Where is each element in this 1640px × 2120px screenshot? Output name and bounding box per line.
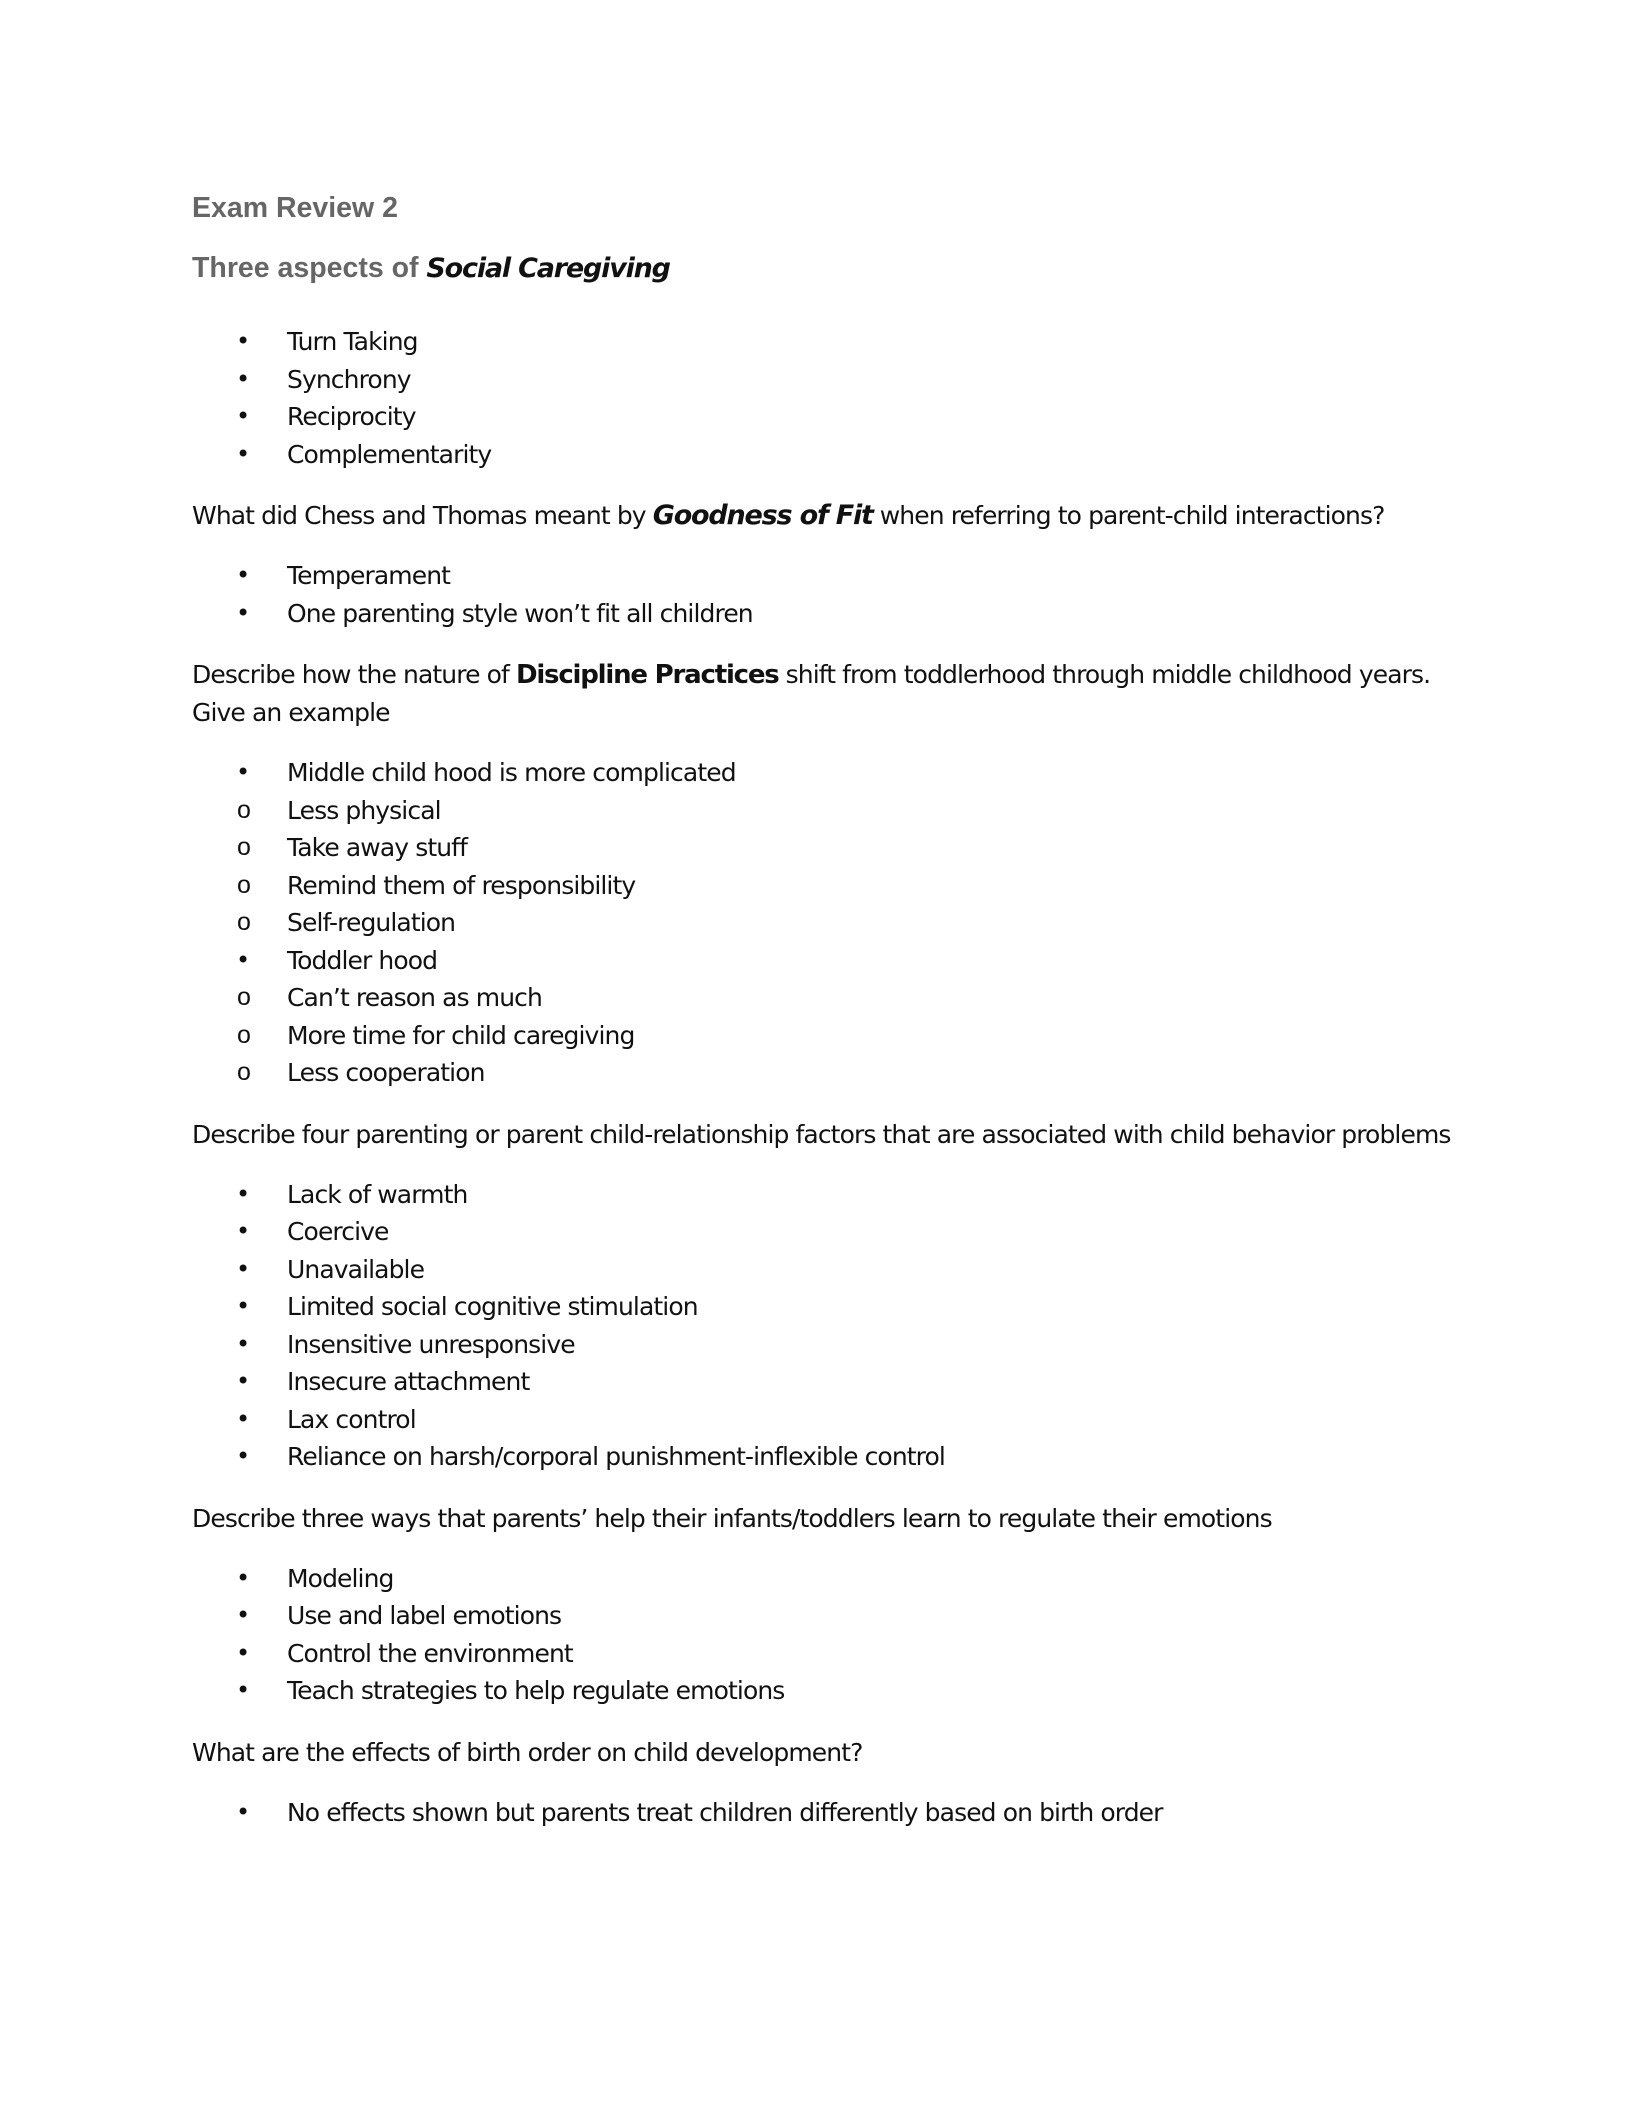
list-item <box>192 1251 1452 1289</box>
sub-bullet-icon: o <box>237 795 251 824</box>
question-emotion-regulation: Describe three ways that parents’ help their infants/toddlers learn to regulate their emotions <box>192 1503 1272 1533</box>
list-item-text: Modeling <box>287 1563 394 1593</box>
list-item-text: Insecure attachment <box>287 1367 530 1396</box>
bullet-icon: • <box>236 561 250 589</box>
bullet-icon: • <box>236 1367 250 1395</box>
document-title: Exam Review 2 <box>192 192 398 224</box>
sub-bullet-icon: o <box>237 908 251 936</box>
sub-list-item <box>192 792 1452 830</box>
list-item <box>192 754 1452 942</box>
bullet-icon: • <box>236 1179 250 1208</box>
bullet-icon: • <box>236 1676 250 1704</box>
list-item <box>192 323 1452 361</box>
sub-list-item <box>192 1054 1452 1092</box>
bullet-icon: • <box>236 439 250 468</box>
bullet-icon: • <box>236 1601 250 1629</box>
list-item <box>192 1401 1452 1439</box>
list-item <box>192 1288 1452 1326</box>
list-item-text: Lax control <box>287 1404 416 1434</box>
list-item-text: No effects shown but parents treat children differently based on birth order <box>287 1797 1163 1827</box>
bullet-icon: • <box>236 402 250 430</box>
list-item-text: Turn Taking <box>287 327 418 356</box>
list-item-text: Lack of warmth <box>287 1179 468 1209</box>
question-emphasis: Goodness of Fit <box>652 500 873 531</box>
sub-list-item-text: Can’t reason as much <box>287 983 542 1012</box>
sub-list-item-text: Take away stuff <box>287 833 467 862</box>
bullet-icon: • <box>236 1563 250 1592</box>
sub-list-item-text: Less cooperation <box>287 1058 485 1087</box>
list-item <box>192 1635 1452 1673</box>
section-heading-social-caregiving <box>192 248 1452 289</box>
sub-list <box>192 792 1452 942</box>
sub-list-item-text: Remind them of responsibility <box>287 870 636 900</box>
birth-order-list <box>192 1794 1452 1832</box>
sub-bullet-icon: o <box>237 870 251 899</box>
social-caregiving-list <box>192 323 1452 473</box>
discipline-practices-list <box>192 754 1452 1092</box>
sub-list-item <box>192 1017 1452 1055</box>
sub-list-item-text: Less physical <box>287 795 441 825</box>
heading-emphasis: Social Caregiving <box>426 253 670 284</box>
document-page <box>192 188 1452 1855</box>
list-item <box>192 361 1452 399</box>
sub-list <box>192 979 1452 1092</box>
list-item-text: Teach strategies to help regulate emotions <box>287 1676 785 1705</box>
list-item-text: Limited social cognitive stimulation <box>287 1292 698 1321</box>
emotion-regulation-list <box>192 1560 1452 1710</box>
bullet-icon: • <box>236 1254 250 1283</box>
question-goodness-of-fit <box>192 497 1452 535</box>
question-prefix: Describe how the nature of <box>192 660 516 689</box>
goodness-of-fit-list <box>192 557 1452 632</box>
bullet-icon: • <box>236 1292 250 1320</box>
list-item <box>192 1794 1452 1832</box>
list-item-text: Reliance on harsh/corporal punishment-inflexible control <box>287 1442 945 1471</box>
bullet-icon: • <box>236 364 250 393</box>
bullet-icon: • <box>236 1217 250 1245</box>
list-item <box>192 1560 1452 1598</box>
list-item-text: Insensitive unresponsive <box>287 1329 575 1359</box>
sub-list-item <box>192 904 1452 942</box>
sub-bullet-icon: o <box>237 1058 251 1086</box>
list-item-text: Use and label emotions <box>287 1601 562 1630</box>
behavior-problems-list <box>192 1176 1452 1476</box>
list-item-text: Coercive <box>287 1217 389 1246</box>
list-item-text: Reciprocity <box>287 402 416 431</box>
question-prefix: What did Chess and Thomas meant by <box>192 501 653 530</box>
sub-bullet-icon: o <box>237 833 251 861</box>
list-item-text: Complementarity <box>287 439 492 469</box>
question-birth-order: What are the effects of birth order on child development? <box>192 1737 863 1767</box>
list-item <box>192 1672 1452 1710</box>
list-item-text: Synchrony <box>287 364 411 394</box>
list-item <box>192 1597 1452 1635</box>
question-suffix: when referring to parent-child interactions? <box>872 501 1385 530</box>
bullet-icon: • <box>236 1797 250 1826</box>
sub-list-item <box>192 867 1452 905</box>
bullet-icon: • <box>236 1442 250 1470</box>
list-item-text: One parenting style won’t fit all children <box>287 598 753 628</box>
bullet-icon: • <box>236 758 250 786</box>
list-item-text: Temperament <box>287 561 451 590</box>
question-behavior-problems: Describe four parenting or parent child-relationship factors that are associated with child behavior problems <box>192 1119 1451 1149</box>
bullet-icon: • <box>236 1329 250 1358</box>
list-item <box>192 1438 1452 1476</box>
list-item <box>192 436 1452 474</box>
list-item <box>192 1176 1452 1214</box>
question-discipline-practices <box>192 656 1452 732</box>
sub-list-item-text: Self-regulation <box>287 908 456 937</box>
bullet-icon: • <box>236 1638 250 1667</box>
bullet-icon: • <box>236 945 250 974</box>
list-item <box>192 1363 1452 1401</box>
heading-prefix: Three aspects of <box>192 252 427 284</box>
bullet-icon: • <box>236 1404 250 1433</box>
list-item <box>192 398 1452 436</box>
list-item-text: Middle child hood is more complicated <box>287 758 736 787</box>
list-item <box>192 595 1452 633</box>
list-item <box>192 942 1452 1092</box>
list-item <box>192 557 1452 595</box>
question-suffix: shift from toddlerhood through middle childhood years. Give an example <box>192 660 1431 727</box>
list-item-text: Unavailable <box>287 1254 425 1284</box>
sub-bullet-icon: o <box>237 1020 251 1049</box>
question-emphasis: Discipline Practices <box>515 660 779 690</box>
bullet-icon: • <box>236 598 250 627</box>
sub-list-item <box>192 979 1452 1017</box>
sub-list-item <box>192 829 1452 867</box>
sub-bullet-icon: o <box>237 983 251 1011</box>
bullet-icon: • <box>236 327 250 355</box>
sub-list-item-text: More time for child caregiving <box>287 1020 635 1050</box>
list-item <box>192 1326 1452 1364</box>
list-item <box>192 1213 1452 1251</box>
list-item-text: Toddler hood <box>287 945 438 975</box>
list-item-text: Control the environment <box>287 1638 573 1668</box>
